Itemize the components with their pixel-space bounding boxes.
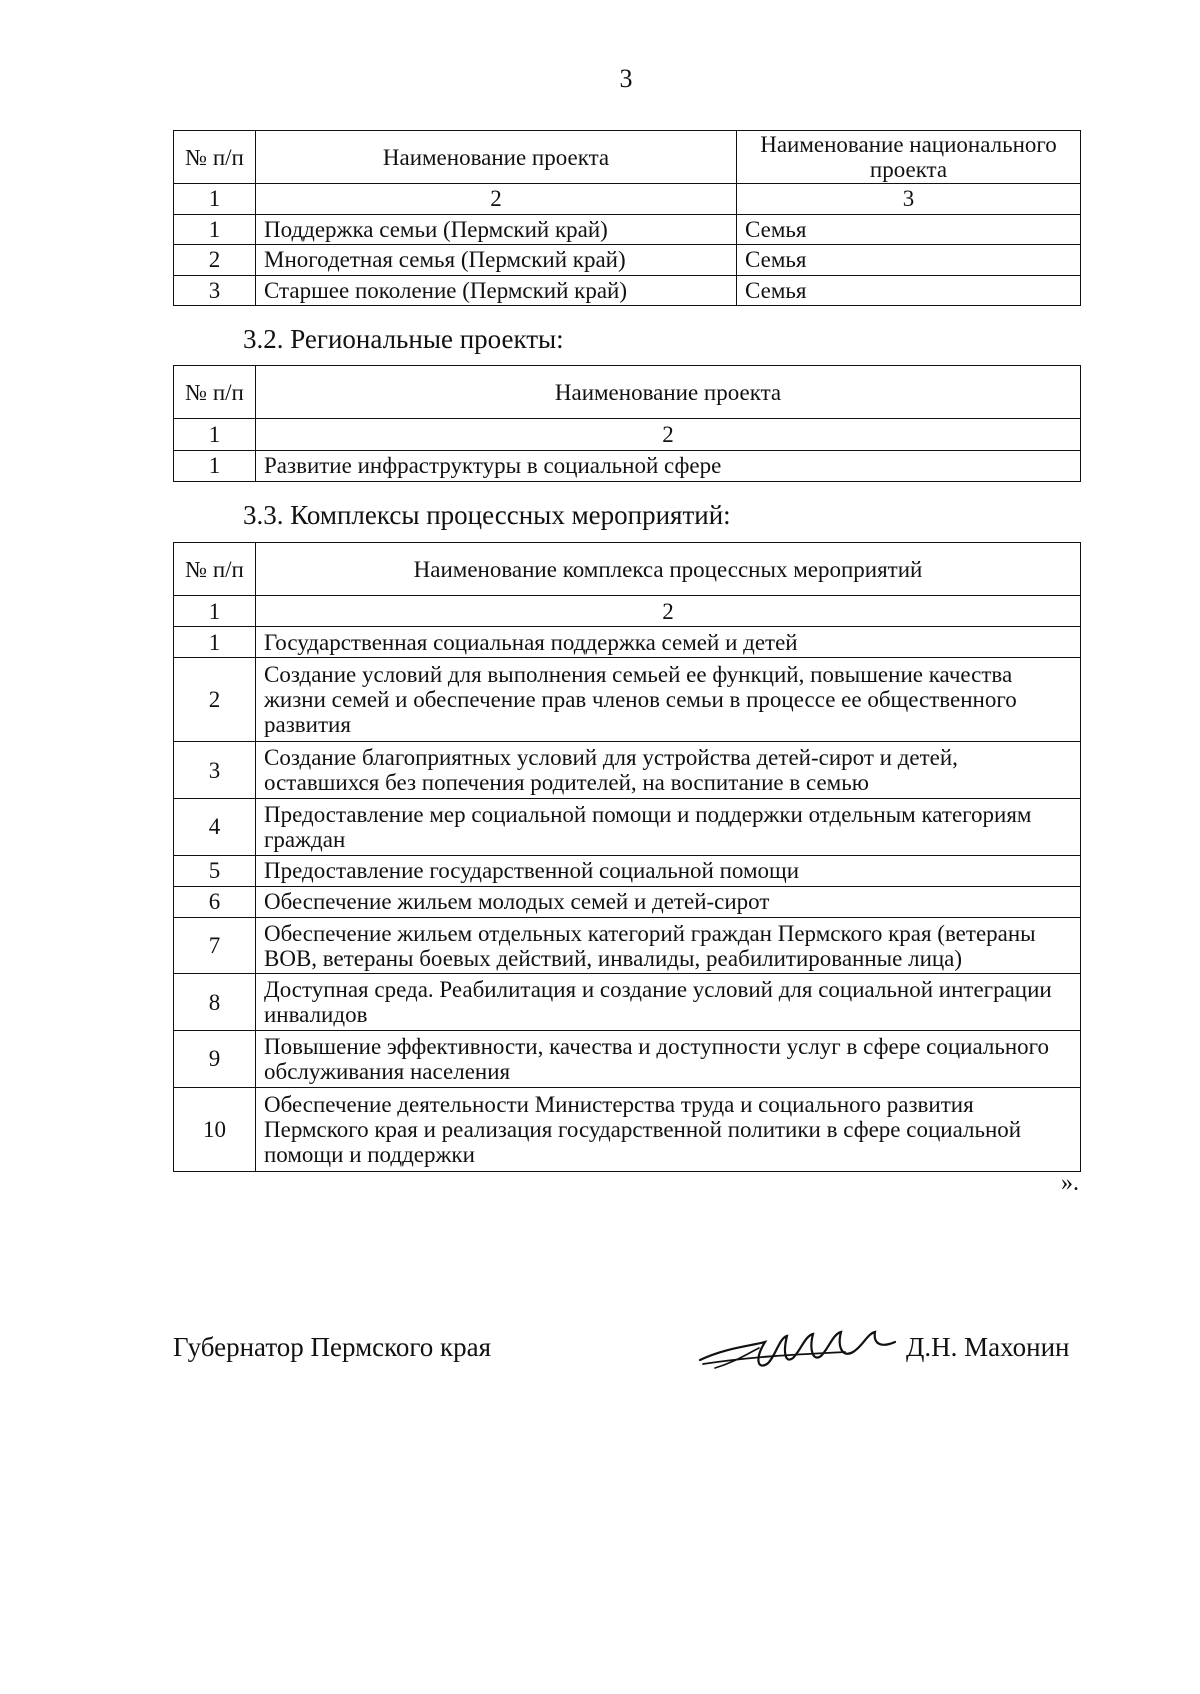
table-row [174,799,1081,856]
column-number: 2 [256,419,1081,451]
row-project-name: Развитие инфраструктуры в социальной сфере [256,450,1081,482]
process-complexes-heading: 3.3. Комплексы процессных мероприятий: [243,500,731,530]
header-complex-name: Наименование комплекса процессных мероприятий [256,543,1081,596]
table-row [174,886,1081,917]
row-national-project: Семья [737,245,1081,276]
row-num: 7 [174,917,256,974]
handwritten-signature [695,1318,905,1378]
header-num: № п/п [174,543,256,596]
national-projects-table [173,130,1081,306]
row-complex-name: Создание благоприятных условий для устройства детей-сирот и детей, оставшихся без попечения родителей, на воспитание в семью [256,742,1081,799]
row-num: 3 [174,275,256,306]
regional-projects-heading: 3.2. Региональные проекты: [243,324,564,354]
row-complex-name: Государственная социальная поддержка семей и детей [256,627,1081,658]
header-project-name: Наименование проекта [256,366,1081,419]
header-num: № п/п [174,131,256,184]
row-complex-name: Создание условий для выполнения семьей ее функций, повышение качества жизни семей и обеспечение прав членов семьи в процессе ее общественного развития [256,658,1081,742]
column-number: 1 [174,184,256,215]
row-num: 4 [174,799,256,856]
row-project-name: Старшее поколение (Пермский край) [256,275,737,306]
table-row [174,974,1081,1031]
row-num: 1 [174,627,256,658]
table-row [174,1030,1081,1087]
column-number: 2 [256,184,737,215]
header-num: № п/п [174,366,256,419]
table-row [174,245,1081,276]
row-project-name: Многодетная семья (Пермский край) [256,245,737,276]
table-header-row [174,131,1081,184]
column-number-row [174,596,1081,627]
row-num: 10 [174,1087,256,1171]
table-header-row [174,366,1081,419]
page-number: 3 [619,64,633,93]
row-project-name: Поддержка семьи (Пермский край) [256,214,737,245]
column-number-row [174,184,1081,215]
table-row [174,627,1081,658]
header-national-project: Наименование национального проекта [737,131,1081,184]
row-num: 8 [174,974,256,1031]
table-row [174,275,1081,306]
row-num: 1 [174,214,256,245]
row-num: 3 [174,742,256,799]
row-num: 2 [174,658,256,742]
table-row [174,855,1081,886]
header-project-name: Наименование проекта [256,131,737,184]
row-num: 6 [174,886,256,917]
table-header-row [174,543,1081,596]
column-number: 1 [174,419,256,451]
signature-name: Д.Н. Махонин [906,1332,1070,1362]
regional-projects-table [173,365,1081,482]
row-complex-name: Предоставление государственной социальной помощи [256,855,1081,886]
row-num: 5 [174,855,256,886]
row-complex-name: Повышение эффективности, качества и доступности услуг в сфере социального обслуживания населения [256,1030,1081,1087]
column-number-row [174,419,1081,451]
column-number: 2 [256,596,1081,627]
process-complexes-table [173,542,1081,1172]
table-row [174,450,1081,482]
row-national-project: Семья [737,275,1081,306]
column-number: 1 [174,596,256,627]
table-row [174,917,1081,974]
signature-title: Губернатор Пермского края [173,1332,492,1362]
row-complex-name: Обеспечение деятельности Министерства труда и социального развития Пермского края и реализация государственной политики в сфере социальной помощи и поддержки [256,1087,1081,1171]
row-num: 9 [174,1030,256,1087]
table-row [174,742,1081,799]
row-complex-name: Обеспечение жильем молодых семей и детей-сирот [256,886,1081,917]
table-row [174,1087,1081,1171]
table-row [174,214,1081,245]
row-complex-name: Доступная среда. Реабилитация и создание условий для социальной интеграции инвалидов [256,974,1081,1031]
row-national-project: Семья [737,214,1081,245]
column-number: 3 [737,184,1081,215]
row-complex-name: Обеспечение жильем отдельных категорий граждан Пермского края (ветераны ВОВ, ветераны боевых действий, инвалиды, реабилитированные лица) [256,917,1081,974]
table-row [174,658,1081,742]
closing-quote: ». [1061,1170,1079,1196]
row-num: 1 [174,450,256,482]
row-complex-name: Предоставление мер социальной помощи и поддержки отдельным категориям граждан [256,799,1081,856]
row-num: 2 [174,245,256,276]
